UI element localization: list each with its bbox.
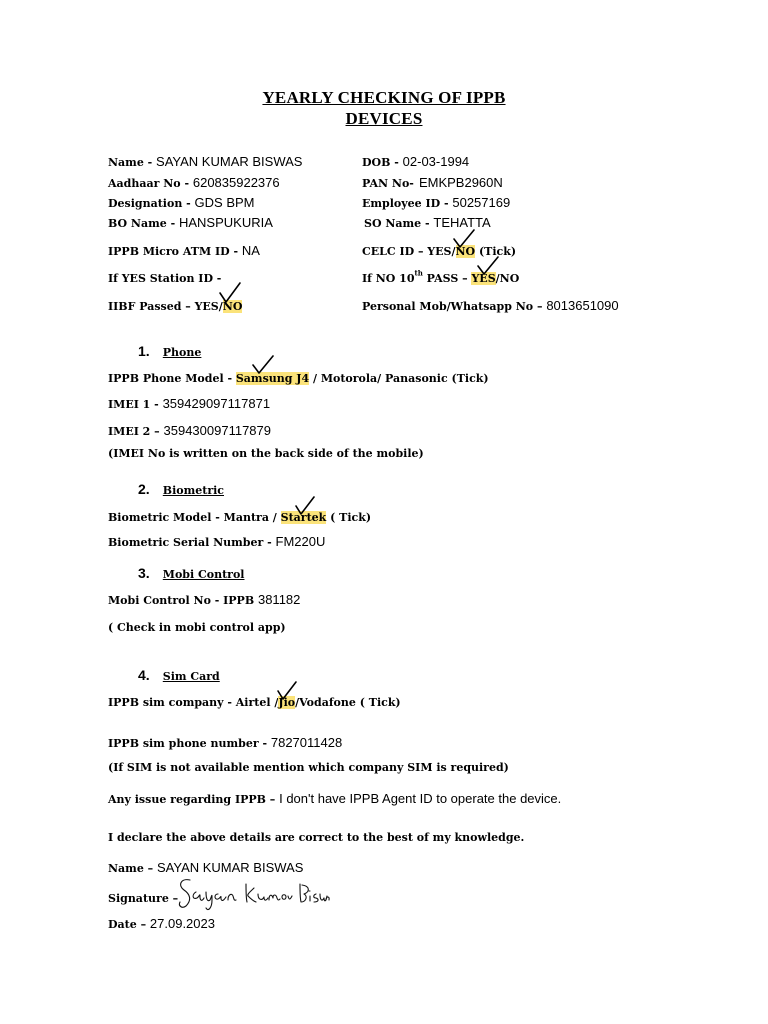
tenth-pass-label2: PASS – xyxy=(422,272,472,285)
aadhaar-row xyxy=(108,172,280,191)
mobi-control-note: ( Check in mobi control app) xyxy=(108,621,286,634)
imei2-label: IMEI 2 – xyxy=(108,425,164,438)
sim-phone-label: IPPB sim phone number - xyxy=(108,737,271,750)
so-name-value: TEHATTA xyxy=(433,215,491,230)
imei1-value: 359429097117871 xyxy=(162,396,271,411)
biometric-serial-label: Biometric Serial Number - xyxy=(108,536,276,549)
name-value: SAYAN KUMAR BISWAS xyxy=(156,154,303,169)
pan-row xyxy=(362,172,503,191)
pan-value: EMKPB2960N xyxy=(418,175,503,190)
date-value: 27.09.2023 xyxy=(149,916,215,931)
bo-name-row xyxy=(108,212,273,231)
tenth-pass-sup: th xyxy=(414,268,423,278)
mobi-control-label: Mobi Control No - IPPB xyxy=(108,594,258,607)
date-row xyxy=(108,913,215,932)
bo-name-value: HANSPUKURIA xyxy=(178,215,273,230)
sim-company-tick-mark xyxy=(276,680,298,702)
sim-section-title: Sim Card xyxy=(162,670,220,683)
document-title-line2: DEVICES xyxy=(345,109,423,128)
imei1-row xyxy=(108,393,270,412)
designation-label: Designation - xyxy=(108,197,195,210)
designation-row xyxy=(108,192,255,211)
phone-model-label: IPPB Phone Model - xyxy=(108,372,236,385)
date-label: Date – xyxy=(108,918,150,931)
designation-value: GDS BPM xyxy=(194,195,255,210)
mobi-section-number: 3. xyxy=(138,565,150,581)
issue-label: Any issue regarding IPPB – xyxy=(108,793,280,806)
celc-selected: NO xyxy=(455,245,476,258)
phone-model-row xyxy=(108,367,489,386)
declaration-name-label: Name – xyxy=(108,862,157,875)
signature-label: Signature – xyxy=(108,892,179,905)
micro-atm-value: NA xyxy=(241,243,260,258)
dob-label: DOB - xyxy=(362,156,403,169)
declaration-text: I declare the above details are correct to the best of my knowledge. xyxy=(108,831,525,844)
pan-label: PAN No- xyxy=(362,177,414,190)
celc-label: CELC ID – YES/ xyxy=(362,245,456,258)
micro-atm-row xyxy=(108,240,260,259)
sim-company-rest: /Vodafone ( Tick) xyxy=(295,696,401,709)
sim-section-heading xyxy=(138,665,220,684)
biometric-model-rest: ( Tick) xyxy=(326,511,372,524)
micro-atm-label: IPPB Micro ATM ID - xyxy=(108,245,242,258)
biometric-model-label: Biometric Model - Mantra / xyxy=(108,511,281,524)
phone-model-rest: / Motorola/ Panasonic (Tick) xyxy=(309,372,489,385)
mobile-value: 8013651090 xyxy=(546,298,619,313)
station-row xyxy=(108,267,221,286)
employee-id-value: 50257169 xyxy=(452,195,511,210)
employee-id-row xyxy=(362,192,510,211)
bo-name-label: BO Name - xyxy=(108,217,179,230)
biometric-section-number: 2. xyxy=(138,481,150,497)
sim-phone-row xyxy=(108,732,342,751)
imei1-label: IMEI 1 - xyxy=(108,398,163,411)
biometric-model-tick-mark xyxy=(294,495,316,517)
biometric-serial-row xyxy=(108,531,325,550)
declaration-name-row xyxy=(108,857,303,876)
biometric-section-heading xyxy=(138,479,224,498)
handwritten-signature xyxy=(176,876,330,914)
name-label: Name - xyxy=(108,156,157,169)
biometric-serial-value: FM220U xyxy=(275,534,326,549)
imei-note: (IMEI No is written on the back side of the mobile) xyxy=(108,447,424,460)
aadhaar-value: 620835922376 xyxy=(192,175,280,190)
phone-model-tick-mark xyxy=(251,354,275,376)
sim-company-selected: Jio xyxy=(278,696,296,709)
dob-row xyxy=(362,151,469,170)
sim-note: (If SIM is not available mention which company SIM is required) xyxy=(108,761,509,774)
phone-section-title: Phone xyxy=(162,346,202,359)
mobi-control-value: 381182 xyxy=(257,592,301,607)
sim-company-label: IPPB sim company - Airtel / xyxy=(108,696,279,709)
signature-row xyxy=(108,887,178,906)
mobi-control-row xyxy=(108,589,300,608)
iibf-label: IIBF Passed – YES/ xyxy=(108,300,223,313)
sim-phone-value: 7827011428 xyxy=(270,735,343,750)
so-name-label: SO Name - xyxy=(364,217,434,230)
biometric-section-title: Biometric xyxy=(162,484,224,497)
aadhaar-label: Aadhaar No - xyxy=(108,177,193,190)
document-title-line1: YEARLY CHECKING OF IPPB xyxy=(262,88,506,107)
mobile-row xyxy=(362,295,619,314)
biometric-model-row xyxy=(108,506,371,525)
phone-model-selected: Samsung J4 xyxy=(235,372,310,385)
tenth-pass-tick-mark xyxy=(476,255,500,277)
imei2-row xyxy=(108,420,271,439)
station-label: If YES Station ID - xyxy=(108,272,222,285)
sim-section-number: 4. xyxy=(138,667,150,683)
name-row xyxy=(108,151,302,170)
phone-section-number: 1. xyxy=(138,343,150,359)
employee-id-label: Employee ID - xyxy=(362,197,453,210)
issue-row xyxy=(108,788,561,807)
imei2-value: 359430097117879 xyxy=(163,423,271,438)
sim-company-row xyxy=(108,691,401,710)
celc-tick-mark xyxy=(452,228,476,250)
celc-suffix: (Tick) xyxy=(475,245,517,258)
mobile-label: Personal Mob/Whatsapp No – xyxy=(362,300,547,313)
tenth-pass-label: If NO 10 xyxy=(362,272,415,285)
phone-section-heading xyxy=(138,341,201,360)
biometric-model-selected: Startek xyxy=(280,511,327,524)
dob-value: 02-03-1994 xyxy=(402,154,470,169)
mobi-section-title: Mobi Control xyxy=(162,568,245,581)
iibf-selected: NO xyxy=(222,300,243,313)
mobi-section-heading xyxy=(138,563,244,582)
iibf-tick-mark xyxy=(218,281,242,305)
declaration-name-value: SAYAN KUMAR BISWAS xyxy=(156,860,304,875)
tenth-pass-suffix: /NO xyxy=(495,272,520,285)
issue-value: I don't have IPPB Agent ID to operate the device. xyxy=(279,791,562,806)
tenth-pass-selected: YES xyxy=(471,272,496,285)
